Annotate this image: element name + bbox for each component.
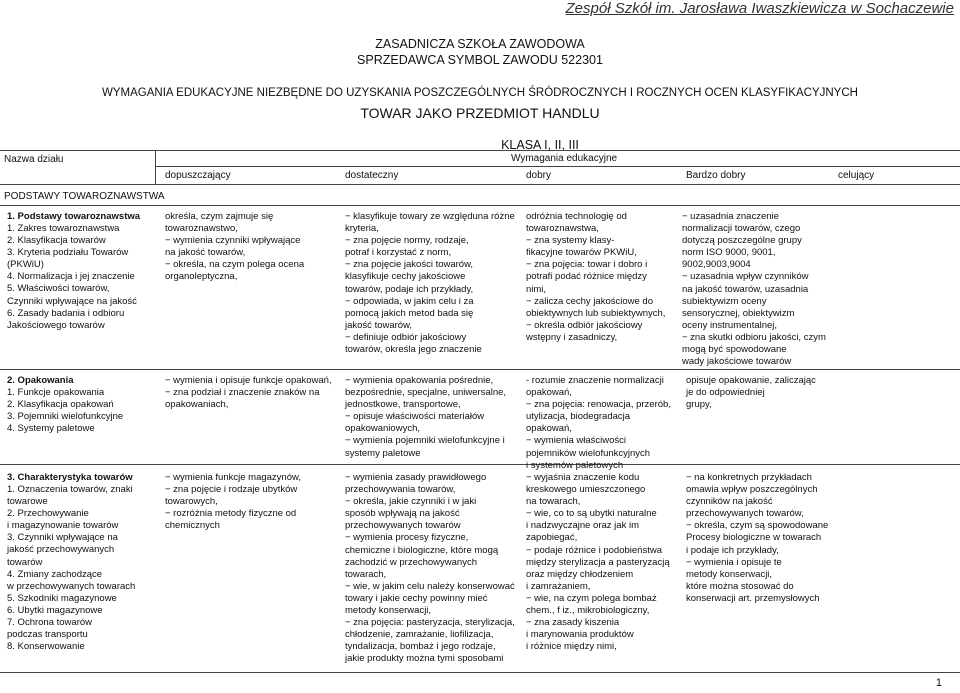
section-title: PODSTAWY TOWAROZNAWSTWA xyxy=(4,191,165,202)
row-1-topic-body: 1. Zakres towaroznawstwa 2. Klasyfikacja towarów 3. Kryteria podziału Towarów (PKWiU) 4. Normalizacja i jej znaczenie 5. Właściwości towarów, Czynniki wpływające na jakość 6. Zasady badania i odbioru Jakościowego towarów xyxy=(7,223,137,331)
row-3-topic-body: 1. Oznaczenia towarów, znaki towarowe 2. Przechowywanie i magazynowanie towarów 3. Czynniki wpływające na jakość przechowywanych towarów 4. Zmiany zachodzące w przechowywanych towarach 5. Szkodniki magazynowe 6. Ubytki magazynowe 7. Ochrona towarów podczas transportu 8. Konserwowanie xyxy=(7,484,136,653)
row-1-cell-dobry: odróżnia technologię od towaroznawstwa, − zna systemy klasy- fikacyjne towarów PKWiU, − zna pojęcia: towar i dobro i potrafi podać różnice między nimi, − zalicza cechy jakościowe do obiektywnych lub subiektywnych, − określa odbiór jakościowy wstępny i zasadniczy, xyxy=(526,211,666,343)
header-bottom-rule xyxy=(0,184,960,185)
requirements-group-header: Wymagania edukacyjne xyxy=(511,153,618,164)
row-2-topic-title: 2. Opakowania xyxy=(7,375,74,386)
grade-header-4: Bardzo dobry xyxy=(686,170,746,181)
section-column-header: Nazwa działu xyxy=(4,154,64,165)
grade-header-1: dopuszczający xyxy=(165,170,231,181)
row-1-cell-dostateczny: − klasyfikuje towary ze względuna różne kryteria, − zna pojęcie normy, rodzaje, potraf i korzystać z norm, − zna pojęcie jakości towarów, klasyfikuje cechy jakościowe towarów, podaje ich przykłady, − odpowiada, w jakim celu i za pomocą jakich metod bada się jakość towarów, − definiuje odbiór jakościowy towarów, określa jego znaczenie xyxy=(345,211,515,356)
row3-rule xyxy=(0,464,960,465)
row-2-cell-bardzo-dobry: opisuje opakowanie, zaliczając je do odpowiedniej grupy, xyxy=(686,375,816,411)
grade-header-3: dobry xyxy=(526,170,552,181)
grade-header-2: dostateczny xyxy=(345,170,399,181)
row-3-topic-title: 3. Charakterystyka towarów xyxy=(7,472,133,483)
row-1-cell-bardzo-dobry: − uzasadnia znaczenie normalizacji towarów, czego dotyczą poszczególne grupy norm ISO 9000, 9001, 9002,9003,9004 − uzasadnia wpływ czynników na jakość towarów, uzasadnia subiektywizm oceny sensorycznej, obiektywizm oceny instrumentalnej, − zna skutki odbioru jakości, czym mogą być spowodowane wady jakościowe towarów xyxy=(682,211,826,368)
row-3-cell-bardzo-dobry: − na konkretnych przykładach omawia wpływ poszczególnych czynników na jakość przechowywanych towarów, − określa, czym są spowodowane Procesy biologiczne w towarach i podaje ich przykłady, − wymienia i opisuje te metody konserwacji, które można stosować do konserwacji art. przemysłowych xyxy=(686,472,829,604)
row-2-cell-dobry: - rozumie znaczenie normalizacji opakowań, − zna pojęcia: renowacja, przerób, utylizacja, biodegradacja opakowań, − wymienia właściwości pojemników wielofunkcyjnych i systemów paletowych xyxy=(526,375,671,471)
section-rule xyxy=(0,205,960,206)
row-3-cell-dopuszczajacy: − wymienia funkcje magazynów, − zna pojęcie i rodzaje ubytków towarowych, − rozróżnia metody fizyczne od chemicznych xyxy=(165,472,301,532)
table-bottom-rule xyxy=(0,672,960,673)
school-name: Zespół Szkół im. Jarosława Iwaszkiewicza w Sochaczewie xyxy=(565,0,954,17)
row-2-cell-dopuszczajacy: − wymienia i opisuje funkcje opakowań, − zna podział i znaczenie znaków na opakowaniach, xyxy=(165,375,332,411)
classes-heading: KLASA I, II, III xyxy=(501,138,579,152)
subject-heading: TOWAR JAKO PRZEDMIOT HANDLU xyxy=(360,105,600,121)
grades-rule xyxy=(155,166,960,167)
school-type-heading: ZASADNICZA SZKOŁA ZAWODOWA xyxy=(375,37,585,51)
row-3-cell-dostateczny: − wymienia zasady prawidłowego przechowywania towarów, − określa, jakie czynniki i w jaki sposób wpływają na jakość przechowywanych towarów − wymienia procesy fizyczne, chemiczne i biologiczne, które mogą zachodzić w przechowywanych towarach, − wie, w jakim celu należy konserwować towary i jakie cechy powinny mieć metody konserwacji, − zna pojęcia: pasteryzacja, sterylizacja, chłodzenie, zamrażanie, liofilizacja, tyndalizacja, bombaż i jego rodzaje, jakie produkty można tymi sposobami xyxy=(345,472,515,665)
requirements-heading: WYMAGANIA EDUKACYJNE NIEZBĘDNE DO UZYSKANIA POSZCZEGÓLNYCH ŚRÓDROCZNYCH I ROCZNYCH OCEN KLASYFIKACYJNYCH xyxy=(102,87,858,99)
page-number: 1 xyxy=(935,677,942,689)
row-3-cell-dobry: − wyjaśnia znaczenie kodu kreskowego umieszczonego na towarach, − wie, co to są ubytki naturalne i nadzwyczajne oraz jak im zapobiegać, − podaje różnice i podobieństwa między sterylizacja a pasteryzacją oraz między chłodzeniem i zamrażaniem, − wie, na czym polega bombaż chem., f iz., mikrobiologiczny, − zna zasady kiszenia i marynowania produktów i różnice między nimi, xyxy=(526,472,670,653)
row-2-topic-body: 1. Funkcje opakowania 2. Klasyfikacja opakowań 3. Pojemniki wielofunkcyjne 4. Systemy paletowe xyxy=(7,387,124,435)
row-1-cell-dopuszczajacy: określa, czym zajmuje się towaroznawstwo, − wymienia czynniki wpływające na jakość towarów, − określa, na czym polega ocena organoleptyczna, xyxy=(165,211,305,283)
profession-heading: SPRZEDAWCA SYMBOL ZAWODU 522301 xyxy=(357,53,603,67)
row-1-topic-title: 1. Podstawy towaroznawstwa xyxy=(7,211,141,222)
grade-header-5: celujący xyxy=(838,170,875,181)
table-top-rule xyxy=(0,150,960,151)
col-divider xyxy=(155,150,156,184)
row2-rule xyxy=(0,369,960,370)
row-2-cell-dostateczny: − wymienia opakowania pośrednie, bezpośrednie, specjalne, uniwersalne, jednostkowe, transportowe, − opisuje właściwości materiałów opakowaniowych, − wymienia pojemniki wielofunkcyjne i systemy paletowe xyxy=(345,375,507,459)
